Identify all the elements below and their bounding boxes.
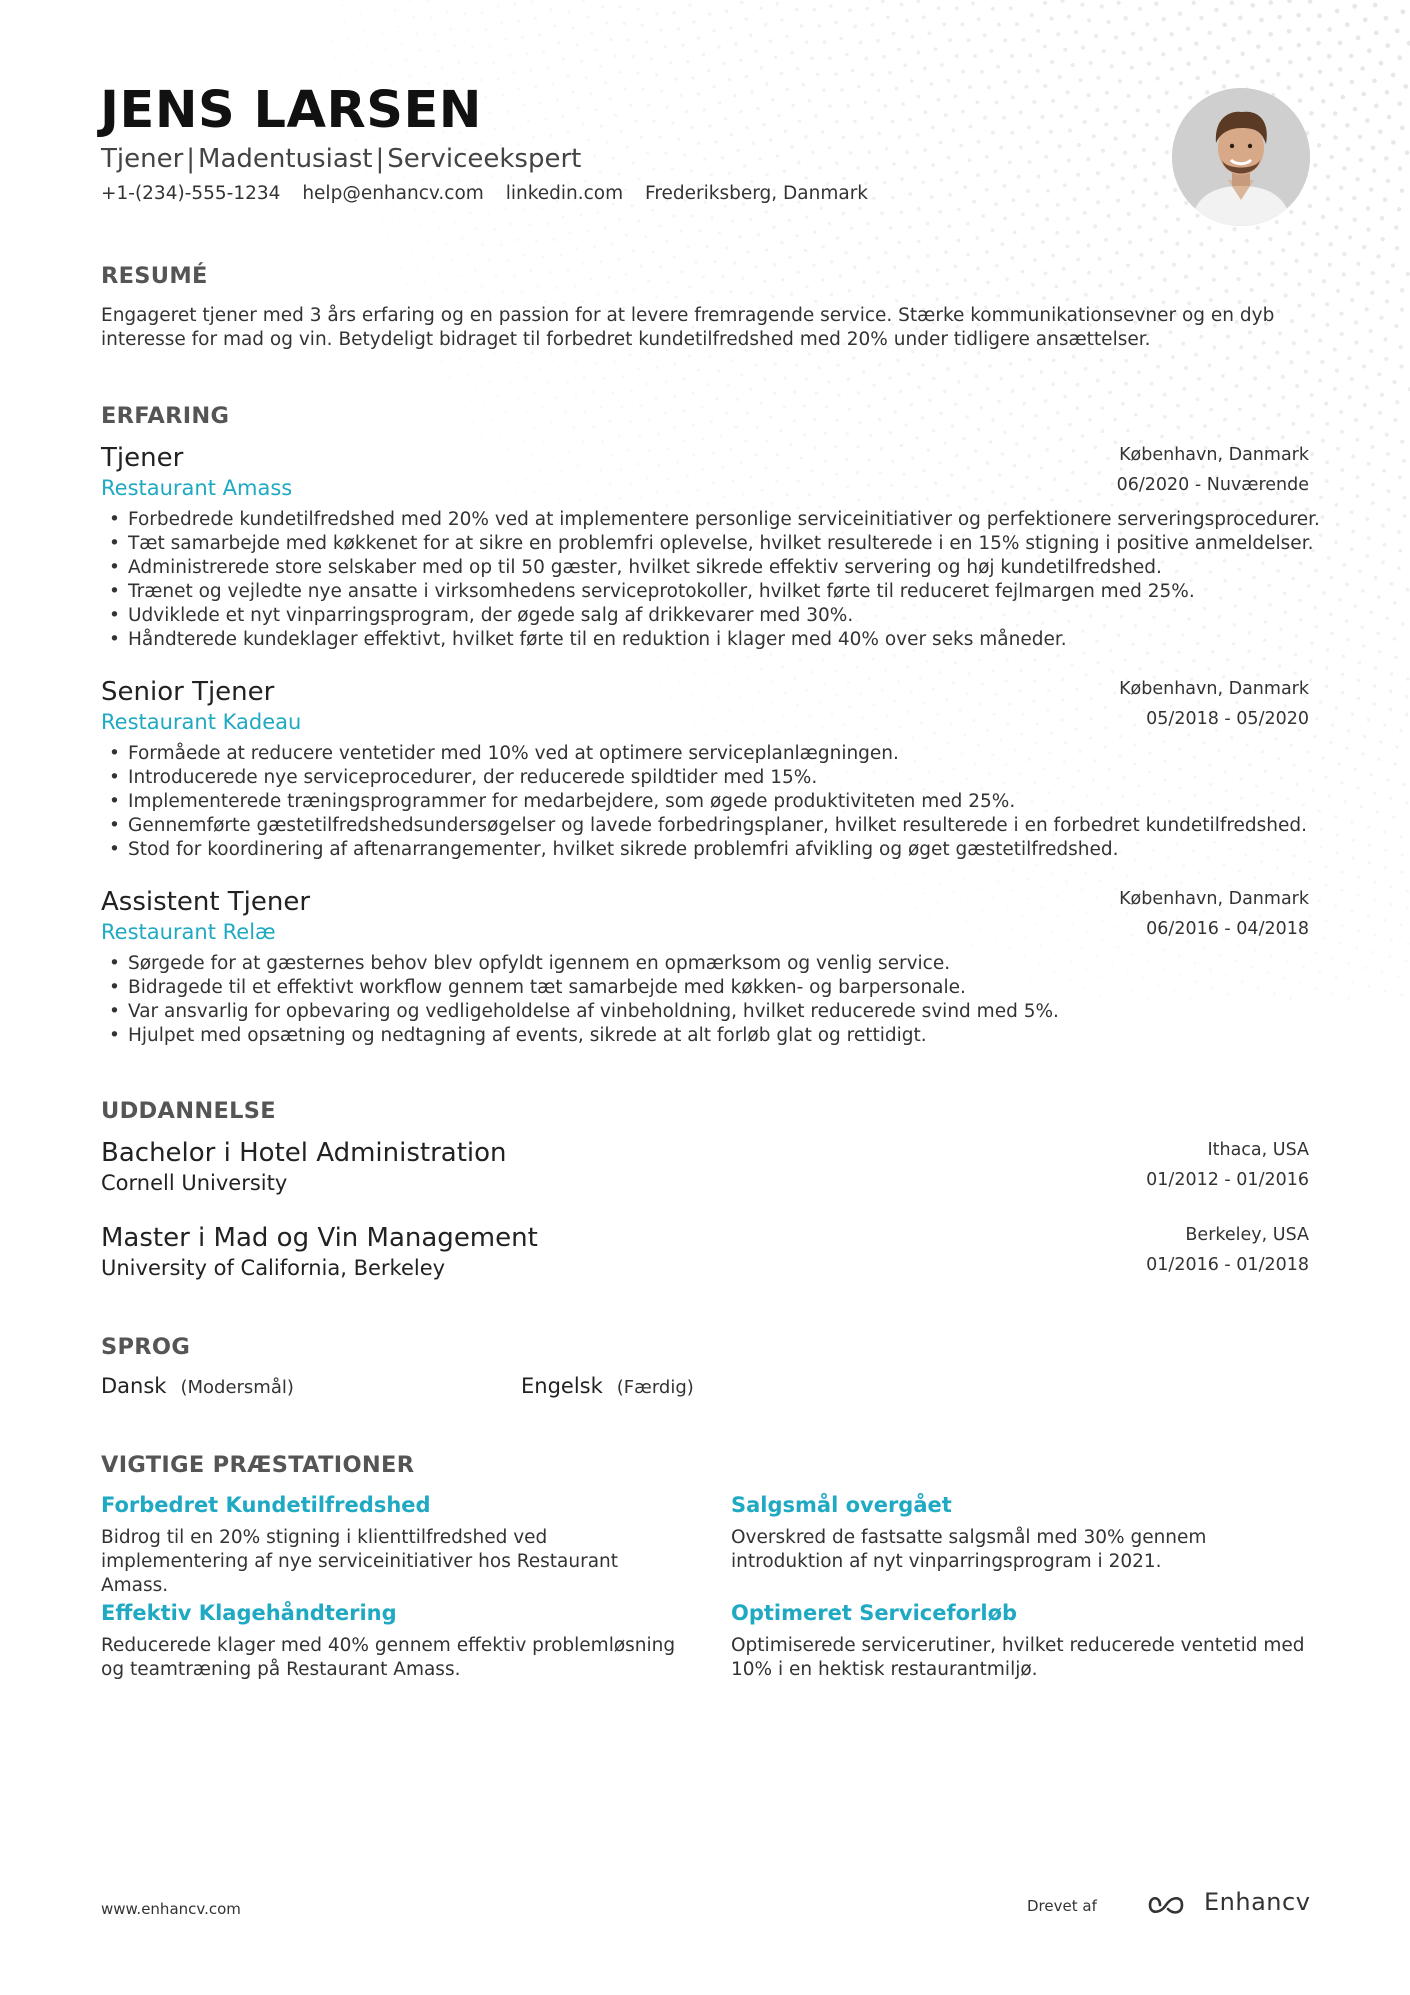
achievement-title: Forbedret Kundetilfredshed [101,1493,431,1517]
list-item: • Hjulpet med opsætning og nedtagning af events, sikrede at alt forløb glat og rettidigt. [101,1024,1331,1048]
achievement-line: Reducerede klager med 40% gennem effektiv problemløsning [101,1635,676,1656]
education-heading: UDDANNELSE [101,1098,276,1124]
list-item: • Udviklede et nyt vinparringsprogram, der øgede salg af drikkevarer med 30%. [101,604,1331,628]
achievement-title: Salgsmål overgået [731,1493,952,1517]
avatar [1172,88,1310,226]
list-item: • Var ansvarlig for opbevaring og vedligeholdelse af vinbeholdning, hvilket reducerede svind med 5%. [101,1000,1331,1024]
languages-heading: SPROG [101,1334,191,1360]
job-company: Restaurant Amass [101,476,293,500]
job-bullets [101,742,1331,862]
list-item: • Gennemførte gæstetilfredshedsundersøgelser og lavede forbedringsplaner, hvilket resulterede i en forbedret kundetilfredshed. [101,814,1331,838]
job-company: Restaurant Kadeau [101,710,302,734]
education-degree: Bachelor i Hotel Administration [101,1138,507,1168]
language-name: Engelsk [521,1374,603,1398]
language-item [101,1374,294,1398]
headline-title-1: Tjener [101,144,184,174]
summary-heading: RESUMÉ [101,263,208,289]
profile-photo-icon [1172,88,1310,226]
achievement-title: Optimeret Serviceforløb [731,1601,1018,1625]
achievement-description [731,1634,1311,1682]
achievement-description [731,1526,1311,1574]
achievement-description [101,1634,681,1682]
language-level: (Færdig) [616,1377,694,1398]
achievement-line: Optimiserede servicerutiner, hvilket reducerede ventetid med [731,1635,1305,1656]
education-degree: Master i Mad og Vin Management [101,1223,538,1253]
job-role: Assistent Tjener [101,887,311,917]
achievement-line: og teamtræning på Restaurant Amass. [101,1659,461,1680]
experience-heading: ERFARING [101,403,230,429]
education-dates: 01/2016 - 01/2018 [1146,1255,1309,1275]
language-level: (Modersmål) [180,1377,294,1398]
job-bullets [101,952,1331,1048]
list-item: • Forbedrede kundetilfredshed med 20% ved at implementere personlige serviceinitiativer og perfektionere serveringsprocedurer. [101,508,1331,532]
headline-title-3: Serviceekspert [387,144,582,174]
headline-separator: | [375,144,385,174]
education-dates: 01/2012 - 01/2016 [1146,1170,1309,1190]
language-item [521,1374,694,1398]
phone[interactable]: +1-(234)-555-1234 [101,183,281,204]
job-company: Restaurant Relæ [101,920,276,944]
contact-info [101,183,884,204]
summary-line: interesse for mad og vin. Betydeligt bidraget til forbedret kundetilfredshed med 20% under tidligere ansættelser. [101,329,1151,350]
list-item: • Implementerede træningsprogrammer for medarbejdere, som øgede produktiviteten med 25%. [101,790,1331,814]
achievement-title: Effektiv Klagehåndtering [101,1601,397,1625]
achievement-line: Bidrog til en 20% stigning i klienttilfredshed ved [101,1527,548,1548]
achievement-line: Overskred de fastsatte salgsmål med 30% gennem [731,1527,1207,1548]
list-item: • Sørgede for at gæsternes behov blev opfyldt igennem en opmærksom og venlig service. [101,952,1331,976]
email[interactable]: help@enhancv.com [302,183,484,204]
summary-line: Engageret tjener med 3 års erfaring og en passion for at levere fremragende service. Stærke kommunikationsevner og en dyb [101,305,1275,326]
job-location: København, Danmark [1119,445,1309,465]
job-dates: 05/2018 - 05/2020 [1146,709,1309,729]
achievements-heading: VIGTIGE PRÆSTATIONER [101,1452,415,1478]
education-school: University of California, Berkeley [101,1256,446,1280]
job-dates: 06/2016 - 04/2018 [1146,919,1309,939]
education-location: Berkeley, USA [1185,1225,1309,1245]
achievement-line: implementering af nye serviceinitiativer hos Restaurant Amass. [101,1551,619,1596]
achievement-line: introduktion af nyt vinparringsprogram i 2021. [731,1551,1162,1572]
list-item: • Trænet og vejledte nye ansatte i virksomhedens serviceprotokoller, hvilket førte til reduceret fejlmargen med 25%. [101,580,1331,604]
achievement-line: 10% i en hektisk restaurantmiljø. [731,1659,1038,1680]
language-name: Dansk [101,1374,167,1398]
list-item: • Introducerede nye serviceprocedurer, der reducerede spildtider med 15%. [101,766,1331,790]
job-bullets [101,508,1331,652]
list-item: • Håndterede kundeklager effektivt, hvilket førte til en reduktion i klager med 40% over seks måneder. [101,628,1331,652]
list-item: • Tæt samarbejde med køkkenet for at sikre en problemfri oplevelse, hvilket resulterede i en 15% stigning i positive anmeldelser. [101,532,1331,556]
footer-website-link[interactable]: www.enhancv.com [101,1900,241,1918]
achievement-description [101,1526,681,1598]
job-dates: 06/2020 - Nuværende [1116,475,1309,495]
list-item: • Administrerede store selskaber med op til 50 gæster, hvilket sikrede effektiv servering og høj kundetilfredshed. [101,556,1331,580]
job-role: Tjener [101,443,184,473]
headline-separator: | [186,144,196,174]
job-location: København, Danmark [1119,679,1309,699]
headline-title-2: Madentusiast [198,144,373,174]
education-location: Ithaca, USA [1207,1140,1309,1160]
linkedin-link[interactable]: linkedin.com [505,183,624,204]
headline [101,144,581,174]
location: Frederiksberg, Danmark [645,183,869,204]
candidate-name: JENS LARSEN [100,81,482,140]
summary-text [101,304,1321,352]
education-school: Cornell University [101,1171,288,1195]
list-item: • Stod for koordinering af aftenarrangementer, hvilket sikrede problemfri afvikling og øget gæstetilfredshed. [101,838,1331,862]
list-item: • Formåede at reducere ventetider med 10% ved at optimere serviceplanlægningen. [101,742,1331,766]
powered-by-label: Drevet af [1027,1897,1097,1915]
job-role: Senior Tjener [101,677,275,707]
list-item: • Bidragede til et effektivt workflow gennem tæt samarbejde med køkken- og barpersonale. [101,976,1331,1000]
enhancv-brand-name: Enhancv [1204,1888,1311,1916]
job-location: København, Danmark [1119,889,1309,909]
